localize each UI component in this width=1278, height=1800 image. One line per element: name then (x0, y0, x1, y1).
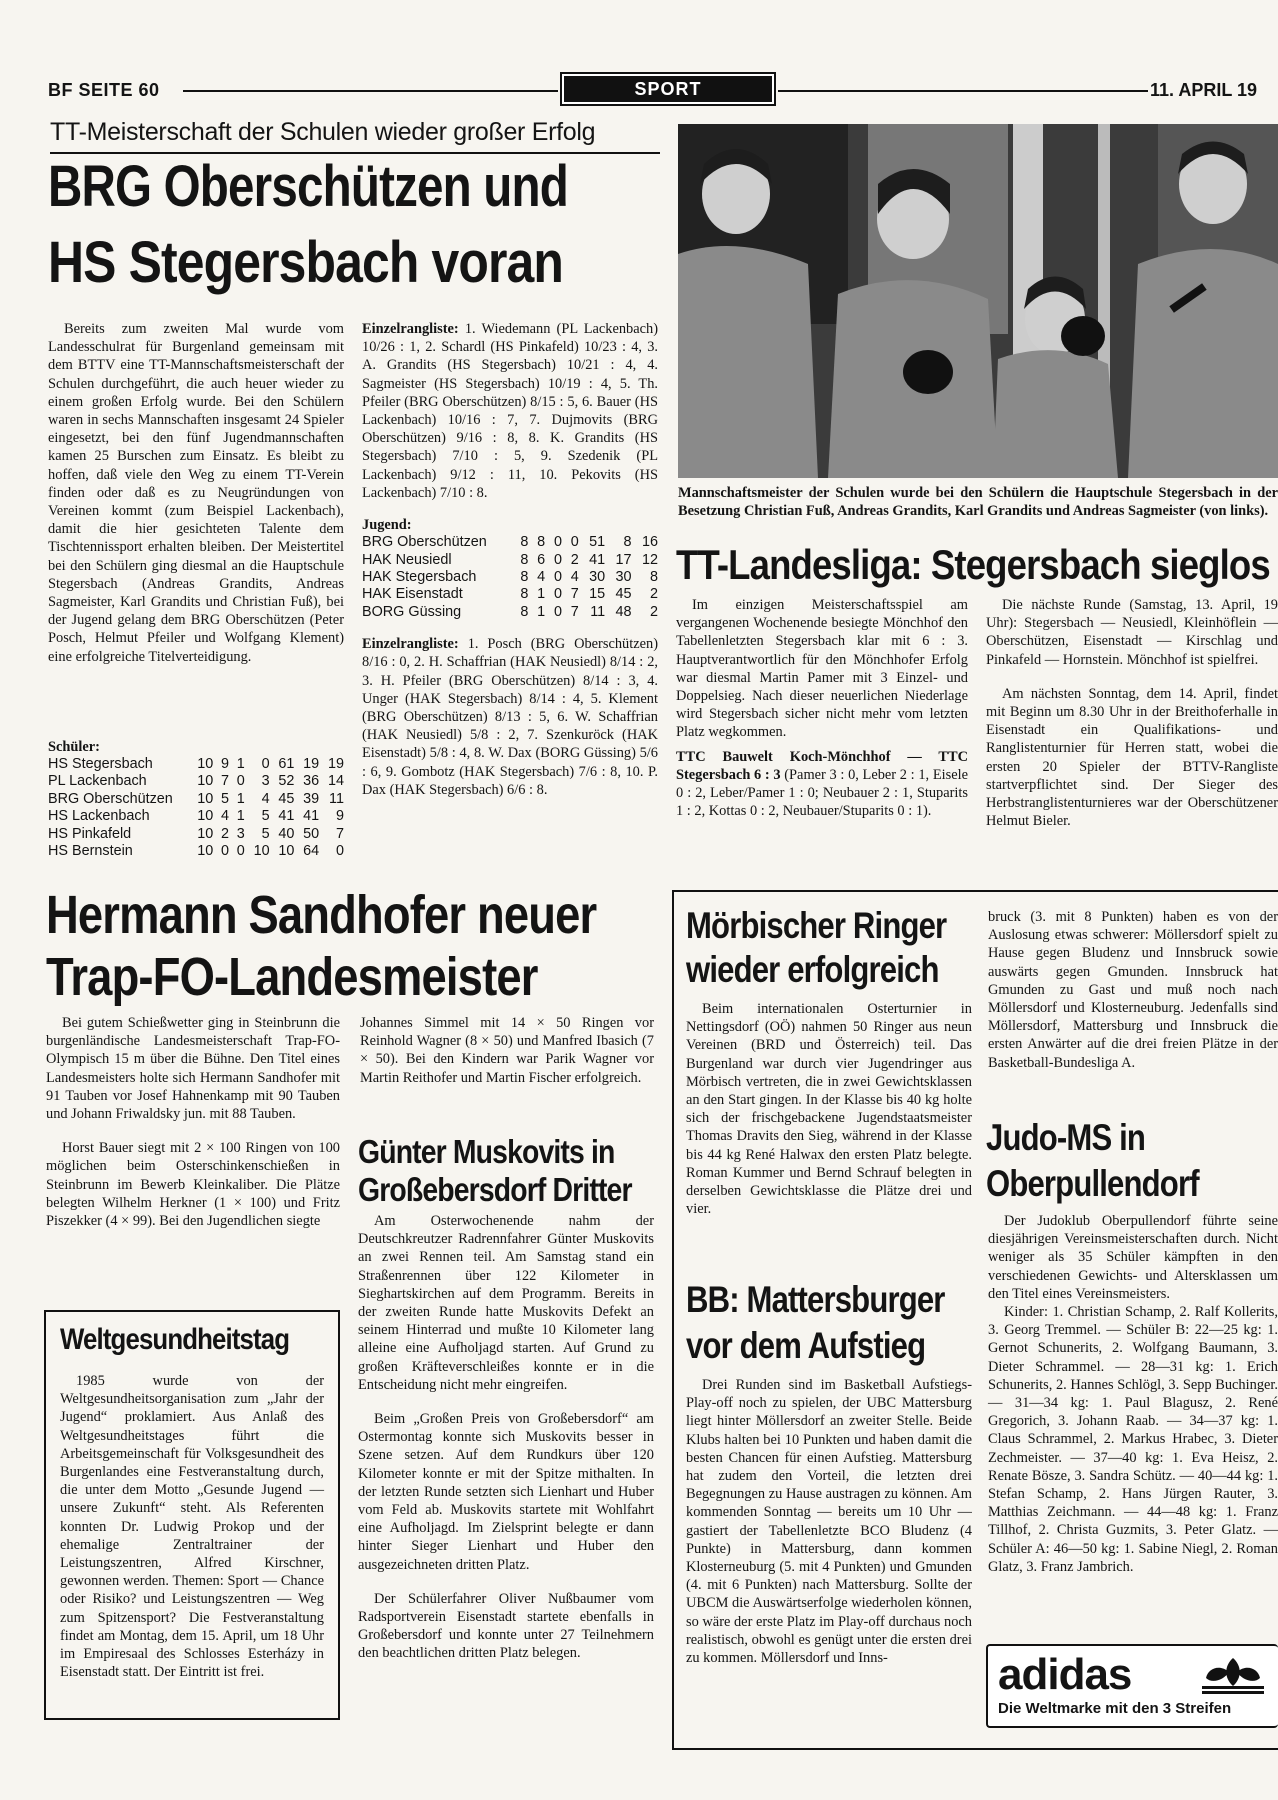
stat-cell: 51 (589, 534, 606, 551)
stat-cell: 4 (261, 790, 270, 807)
stat-cell: 50 (303, 825, 320, 842)
stat-cell: 0 (236, 843, 245, 860)
stat-cell: 9 (221, 756, 230, 772)
stat-cell: 3 (261, 773, 270, 790)
stat-cell: 7 (570, 603, 579, 620)
trefoil-icon (1198, 1654, 1268, 1696)
judo-results: Kinder: 1. Christian Schamp, 2. Ralf Kollerits, 3. Georg Tremmel. — Schüler B: 22—25 kg: 1. Gernot Schunerits, 2. Wolfgang Baumann, 3. Dieter Schrammel. — 28—31 kg: 1. Erich Schunerits, 2. Hannes Schlögl, 3. Sepp Buchinger. — 31—34 kg: 1. Paul Blagusz, 2. René Gregorich, 3. Johann Raab. — 34—37 kg: 1. Claus Schrammel, 2. Markus Hrabec, 3. Dieter Zechmeister. — 37—40 kg: 1. Eva Heisz, 2. Renate Bösze, 3. Sandra Schütz. — 40—44 kg: 1. Stefan Schamp, 2. Hans Jürgen Rauter, 3. Matthias Zeichmann. — 44—48 kg: 1. Franz Tillhof, 2. Christa Guzmits, 3. Peter Glatz. — Schüler A: 46—50 kg: 1. Sabine Niegl, 2. Roman Glatz, 3. Franz Jambrich. (988, 1304, 1278, 1575)
stat-cell: 36 (303, 773, 320, 790)
stat-cell: 8 (649, 569, 658, 586)
stat-cell: 6 (537, 551, 546, 568)
issue-date: 11. APRIL 19 (1150, 80, 1258, 100)
stat-cell: 41 (303, 808, 320, 825)
who-box (44, 1310, 340, 1720)
bb-body-col2: bruck (3. mit 8 Punkten) haben es von der Auslosung etwas schwerer: Möllersdorf spielt zu Hause gegen Bludenz und Innsbruck sowie auswärts gegen Gmunden. Innsbruck hat Gmunden zu Gast und muß noch nach Möllersdorf und Klosterneuburg. Jedenfalls sind Möllersdorf, Mattersburg und Innsbruck die ersten Anwärter auf die drei freien Plätze in der Basketball-Bundesliga A. (988, 909, 1278, 1071)
stat-cell: 41 (278, 808, 295, 825)
stat-cell: 2 (649, 586, 658, 603)
main-body-col2 (362, 320, 658, 799)
table-row (362, 552, 658, 569)
judo-headline-line2: Oberpullendorf (986, 1163, 1199, 1204)
schueler-table (48, 756, 344, 860)
team-name-cell: PL Lackenbach (48, 773, 147, 790)
stat-cell: 14 (327, 773, 344, 790)
stat-cell: 1 (537, 603, 546, 620)
stat-cell: 8 (520, 586, 529, 603)
stat-cell: 7 (570, 586, 579, 603)
who-body: 1985 wurde von der Weltgesundheitsorganisation zum „Jahr der Jugend“ proklamiert. Aus Anlaß des Weltgesundheitstages führt die Arbeitsgemeinschaft für Volksgesundheit des Burgenlandes eine Festveranstaltung durch, die unter dem Motto „Gesunde Jugend — unsere Zukunft“ steht. Als Referenten konnten Dr. Ludwig Prokop und der ehemalige Zentraltrainer der Leistungszentren, Alfred Kirschner, gewonnen werden. Themen: Sport — Chance oder Risiko? und Leistungszentren — Weg zum Spitzensport? Die Festveranstaltung findet am Montag, dem 15. April, um 18 Uhr im Empiresaal des Schlosses Esterházy in Eisenstadt statt. Der Eintritt ist frei. (60, 1373, 324, 1681)
trap-headline-line1: Hermann Sandhofer neuer (46, 885, 597, 945)
stat-cell: 48 (615, 603, 632, 620)
liga-col1: Im einzigen Meisterschaftsspiel am vergangenen Wochenende besiegte Mönchhof den Tabellenletzten Stegersbach klar mit 6 : 3. Hauptverantwortlich für den Mönchhofer Erfolg war diesmal Martin Pamer mit 3 Einzel- und Doppelsieg. Nach dieser neuerlichen Niederlage wird Stegersbach sicher nicht mehr vom letzten Platz wegkommen. TTC Bauwelt Koch-Mönchhof — TTC Stegersbach 6 : 3 (Pamer 3 : 0, Leber 2 : 1, Eisele 0 : 2, Leber/Pamer 1 : 0; Neubauer 2 : 1, Stuparits 1 : 2, Kottas 0 : 2, Neubauer/Stuparits 0 : 1). (676, 597, 968, 820)
stat-cell: 17 (615, 551, 632, 568)
team-name-cell: HAK Stegersbach (362, 569, 477, 586)
table-row (48, 756, 344, 773)
header-rule-right (778, 90, 1148, 92)
table-row (48, 826, 344, 843)
stat-cell: 10 (197, 756, 214, 772)
table-row (48, 791, 344, 808)
bb-body-col1: Drei Runden sind im Basketball Aufstiegs-Play-off noch zu spielen, der UBC Mattersburg liegt hinter Möllersdorf an zweiter Stelle. Beide Klubs halten bei 10 Punkten und haben damit die besten Chancen für einen Aufstieg. Mattersburg hat zudem den Vorteil, die letzten drei Begegnungen zu Hause austragen zu können. Am kommenden Sonntag — bereits um 10 Uhr — gastiert der Tabellenletzte BCO Bludenz (4 Punkte) in Mattersburg, dann kommen Klosterneuburg (5. mit 4 Punkten) und Gmunden (4. mit 6 Punkten) nach Mattersburg. Sollte der UBCM die Auswärtserfolge wiederholen können, so wäre der erste Platz im Play-off durchaus noch realistisch, obwohl es genügt unter die ersten drei zu kommen. Möllersdorf und Inns- (686, 1377, 972, 1667)
stat-cell: 10 (197, 773, 214, 790)
stat-cell: 3 (236, 825, 245, 842)
stat-cell: 4 (221, 808, 230, 825)
stat-cell: 10 (197, 790, 214, 807)
stat-cell: 2 (649, 603, 658, 620)
judo-body: Der Judoklub Oberpullendorf führte seine diesjährigen Vereinsmeisterschaften durch. Nicht weniger als 35 Schüler kämpften in den verschiedenen Gewichts- und Altersklassen um den Titel eines Vereinsmeisters. Kinder: 1. Christian Schamp, 2. Ralf Kollerits, 3. Georg Tremmel. — Schüler B: 22—25 kg: 1. Gernot Schunerits, 2. Wolfgang Baumann, 3. Dieter Schrammel. — 28—31 kg: 1. Erich Schunerits, 2. Hannes Schlögl, 3. Sepp Buchinger. — 31—34 kg: 1. Paul Blagusz, 2. René Gregorich, 3. Johann Raab. — 34—37 kg: 1. Claus Schrammel, 2. Markus Hrabec, 3. Dieter Zechmeister. — 37—40 kg: 1. Eva Heisz, 2. Renate Bösze, 3. Sandra Schütz. — 40—44 kg: 1. Stefan Schamp, 2. Hans Jürgen Rauter, 3. Matthias Zeichmann. — 44—48 kg: 1. Franz Tillhof, 2. Christa Guzmits, 3. Peter Glatz. — Schüler A: 46—50 kg: 1. Sabine Niegl, 2. Roman Glatz, 3. Franz Jambrich. (988, 1213, 1278, 1575)
rad-headline-line1: Günter Muskovits in (358, 1133, 615, 1170)
stat-cell: 4 (537, 569, 546, 586)
stat-cell: 2 (221, 825, 230, 842)
liga-headline: TT-Landesliga: Stegersbach sieglos (676, 541, 1270, 588)
team-name-cell: HS Pinkafeld (48, 825, 132, 842)
stat-cell: 8 (537, 534, 546, 551)
stat-cell: 30 (589, 569, 606, 586)
rad-body: Am Osterwochenende nahm der Deutschkreutzer Radrennfahrer Günter Muskovits an zwei Rennen teil. Am Samstag stand ein Straßenrennen über 122 Kilometer in Sieghartskirchen auf dem Programm. Bereits in der zweiten Runde hatte Muskovits Defekt an seinem Hinterrad und mußte 10 Kilometer lang alleine eine Aufholjagd starten. Auf Grund zu großen Kräfteverschleißes konnte er in die Entscheidung nicht mehr eingreifen. Beim „Großen Preis von Großebersdorf“ am Ostermontag konnte sich Muskovits besser in Szene setzen. Auf dem Rundkurs über 120 Kilometer konnte er mit der Spitze mithalten. In der letzten Runde setzten sich Lienhart und Huber vom Feld ab. Muskovits startete mit Wohlfahrt eine Aufholjagd. Im Zielsprint belegte er dann hinter Sieger Lienhart und Huber den ausgezeichneten dritten Platz. Der Schülerfahrer Oliver Nußbaumer vom Radsportverein Eisenstadt startete ebenfalls in Großebersdorf und konnte unter 27 Teilnehmern den beachtlichen dritten Platz belegen. (358, 1213, 654, 1662)
stat-cell: 64 (303, 843, 320, 860)
stat-cell: 10 (197, 825, 214, 842)
page-number: BF SEITE 60 (48, 80, 160, 100)
jugend-table (362, 534, 658, 621)
stat-cell: 0 (553, 603, 562, 620)
trap-col1: Bei gutem Schießwetter ging in Steinbrunn die burgenländische Landesmeisterschaft Trap-FO-Olympisch 15 m über die Bühne. Den Titel eines Landesmeisters holte sich Hermann Sandhofer mit 91 Tauben vor Josef Hahnenkamp mit 90 Tauben und Johann Friwaldsky jun. mit 88 Tauben. Horst Bauer siegt mit 2 × 100 Ringen von 100 möglichen beim Osterschinkenschießen in Steinbrunn im Bewerb Kleinkaliber. Die Plätze belegten Wilhelm Herkner (1 × 100) und Fritz Piszekker (4 × 99). Bei den Jugendlichen siegte (46, 1015, 340, 1230)
stat-cell: 7 (335, 825, 344, 842)
stat-cell: 10 (278, 843, 295, 860)
stat-cell: 19 (303, 756, 320, 772)
stat-cell: 2 (570, 551, 579, 568)
bb-headline-line1: BB: Mattersburger (686, 1279, 945, 1320)
team-name-cell: BRG Oberschützen (48, 790, 173, 807)
bb-headline-line2: vor dem Aufstieg (686, 1325, 926, 1366)
stat-cell: 12 (641, 551, 658, 568)
stat-cell: 0 (261, 756, 270, 772)
table-row (48, 808, 344, 825)
stat-cell: 11 (329, 790, 344, 807)
stat-cell: 10 (197, 808, 214, 825)
stat-cell: 0 (553, 586, 562, 603)
stat-cell: 8 (520, 569, 529, 586)
trap-headline-line2: Trap-FO-Landesmeister (46, 947, 538, 1007)
stat-cell: 30 (615, 569, 632, 586)
team-name-cell: BRG Oberschützen (362, 534, 487, 551)
table-row (48, 773, 344, 790)
stat-cell: 10 (197, 843, 214, 860)
stat-cell: 4 (570, 569, 579, 586)
ringer-headline-line1: Mörbischer Ringer (686, 905, 947, 946)
stat-cell: 5 (261, 825, 270, 842)
einzel2: Einzelrangliste: 1. Posch (BRG Oberschützen) 8/16 : 0, 2. H. Schaffrian (HAK Neusiedl) 8/14 : 2, 3. H. Pfeiler (BRG Oberschützen) 8/14 : 3, 4. Unger (HAK Stegersbach) 8/14 : 4, 5. Klement (BRG Oberschützen) 8/13 : 5, 6. W. Schaffrian (HAK Neusiedl) 5/8 : 2, 7. Szenkuröck (HAK Eisenstadt) 5/8 : 4, 8. W. Dax (BORG Güssing) 5/6 : 6, 9. Gombotz (HAK Stegersbach) 7/6 : 8, 10. P. Dax (HAK Stegersbach) 6/6 : 8. (362, 636, 658, 798)
headline-line2: HS Stegersbach voran (48, 230, 564, 295)
headline-line1: BRG Oberschützen und (48, 154, 569, 219)
stat-cell: 45 (278, 790, 295, 807)
team-name-cell: BORG Güssing (362, 603, 462, 620)
who-headline: Weltgesundheitstag (60, 1323, 290, 1356)
stat-cell: 8 (623, 534, 632, 551)
stat-cell: 45 (615, 586, 632, 603)
main-body-col1: Bereits zum zweiten Mal wurde vom Landesschulrat für Burgenland gemeinsam mit dem BTTV eine TT-Mannschaftsmeisterschaft der Schulen durchgeführt, die auch heuer wieder zu einem großen Erfolg wurde. Bei den Schülern waren in sechs Mannschaften insgesamt 24 Spieler eingesetzt, bei den fünf Jugendmannschaften kamen 25 Burschen zum Einsatz. Es bleibt zu hoffen, daß viele den Weg zu einem TT-Verein finden oder daß es zu Neugründungen von Vereinen kommt (zum Beispiel Lackenbach), damit die hier gesichteten Talente dem Tischtennissport erhalten bleiben. Der Meistertitel bei den Schülern ging diesmal an die Hauptschule Stegersbach (Andreas Grandits, Andreas Sagmeister, Karl Grandits und Christian Fuß), bei der Jugend gelang dem BRG Oberschützen (Peter Posch, Helmut Pfeiler und Wolfgang Klement) eine erfolgreiche Titelverteidigung. (48, 321, 344, 665)
jugend-label: Jugend: (362, 517, 412, 534)
team-name-cell: HS Stegersbach (48, 756, 153, 772)
section-label: SPORT (560, 72, 776, 106)
stat-cell: 1 (537, 586, 546, 603)
stat-cell: 41 (589, 551, 606, 568)
header-rule-left (183, 90, 558, 92)
einzel1: Einzelrangliste: 1. Wiedemann (PL Lackenbach) 10/26 : 1, 2. Schardl (HS Pinkafeld) 10/23 : 4, 3. A. Grandits (HS Stegersbach) 10/21 : 4, 4. Sagmeister (HS Stegersbach) 10/19 : 4, 5. Th. Pfeiler (BRG Oberschützen) 8/15 : 5, 6. Bauer (HS Lackenbach) 10/16 : 7, 7. Dujmovits (BRG Oberschützen) 9/16 : 8, 8. K. Grandits (HS Stegersbach) 7/10 : 5, 9. Szedenik (PL Lackenbach) 9/12 : 11, 10. Pekovits (HS Lackenbach) 7/10 : 8. (362, 321, 658, 501)
team-name-cell: HS Bernstein (48, 843, 133, 860)
stat-cell: 10 (253, 843, 270, 860)
liga-match-head: TTC Bauwelt Koch-Mönchhof — TTC Stegersbach 6 : 3 (676, 748, 968, 783)
liga-col2: Die nächste Runde (Samstag, 13. April, 19 Uhr): Stegersbach — Neusiedl, Kleinhöflein — Oberschützen, Eisenstadt — Kirschlag und Pinkafeld — Hornstein. Mönchhof ist spielfrei. Am nächsten Sonntag, dem 14. April, findet mit Beginn um 8.30 Uhr in der Breithoferhalle in Eisenstadt ein Qualifikations- und Ranglistenturnier für Herren statt, wobei die ersten 20 Spieler der BTTV-Rangliste startverpflichtet sind. Der Sieger des Herbstranglistenturnieres war der Oberschützener Helmut Bieler. (986, 597, 1278, 830)
ad-tagline: Die Weltmarke mit den 3 Streifen (998, 1700, 1232, 1717)
judo-headline-line1: Judo-MS in (986, 1117, 1146, 1158)
stat-cell: 15 (589, 586, 606, 603)
stat-cell: 16 (641, 534, 658, 551)
stat-cell: 0 (570, 534, 579, 551)
team-name-cell: HAK Eisenstadt (362, 586, 463, 603)
stat-cell: 11 (590, 603, 606, 620)
ad-brand: adidas (998, 1650, 1132, 1699)
team-name-cell: HS Lackenbach (48, 808, 150, 825)
table-row (362, 569, 658, 586)
stat-cell: 8 (520, 534, 529, 551)
stat-cell: 8 (520, 551, 529, 568)
stat-cell: 61 (278, 756, 295, 772)
stat-cell: 0 (335, 843, 344, 860)
table-row (48, 843, 344, 860)
table-row (362, 586, 658, 603)
stat-cell: 39 (303, 790, 320, 807)
stat-cell: 1 (236, 756, 245, 772)
team-photo (678, 124, 1278, 478)
liga-match-text: (Pamer 3 : 0, Leber 2 : 1, Eisele 0 : 2, Leber/Pamer 1 : 0; Neubauer 2 : 1, Stuparits 1 : 2, Kottas 0 : 2, Neubauer/Stuparits 0 : 1). (676, 766, 968, 820)
trap-col2: Johannes Simmel mit 14 × 50 Ringen vor Reinhold Wagner (8 × 50) und Manfred Ibasich (7 × 50). Bei den Kindern war Parik Wagner vor Martin Reithofer und Martin Fischer erfolgreich. (360, 1015, 654, 1086)
stat-cell: 1 (236, 808, 245, 825)
stat-cell: 5 (221, 790, 230, 807)
stat-cell: 9 (335, 808, 344, 825)
stat-cell: 0 (553, 534, 562, 551)
ringer-body: Beim internationalen Osterturnier in Nettingsdorf (OÖ) nahmen 50 Ringer aus neun Vereinen (BRD und Österreich) teil. Das Burgenland war durch vier Jugendringer aus Mörbisch vertreten, die in zwei Gewichtsklassen an den Start gingen. In der Klasse bis 40 kg holte sich der frischgebackene Jugendstaatsmeister Thomas Dravits den Sieg, während in der Klasse bis 44 kg René Halwax den ersten Platz belegte. Roman Kummer und Bernd Schrauf belegten in derselben Gewichtsklasse die Plätze drei und vier. (686, 1001, 972, 1218)
stat-cell: 8 (520, 603, 529, 620)
stat-cell: 5 (261, 808, 270, 825)
kicker: TT-Meisterschaft der Schulen wieder großer Erfolg (50, 118, 596, 146)
table-row (362, 534, 658, 551)
rad-headline-line2: Großebersdorf Dritter (358, 1171, 632, 1208)
stat-cell: 40 (278, 825, 295, 842)
stat-cell: 52 (278, 773, 295, 790)
stat-cell: 1 (236, 790, 245, 807)
adidas-ad (986, 1644, 1278, 1728)
stat-cell: 0 (236, 773, 245, 790)
team-name-cell: HAK Neusiedl (362, 551, 452, 568)
stat-cell: 0 (221, 843, 230, 860)
photo-caption: Mannschaftsmeister der Schulen wurde bei den Schülern die Hauptschule Stegersbach in der Besetzung Christian Fuß, Andreas Grandits, Karl Grandits und Andreas Sagmeister (von links). (678, 485, 1278, 519)
table-row (362, 604, 658, 621)
stat-cell: 19 (327, 756, 344, 772)
schueler-label: Schüler: (48, 739, 100, 755)
stat-cell: 7 (221, 773, 230, 790)
ringer-headline-line2: wieder erfolgreich (686, 949, 939, 990)
stat-cell: 0 (553, 569, 562, 586)
stat-cell: 0 (553, 551, 562, 568)
